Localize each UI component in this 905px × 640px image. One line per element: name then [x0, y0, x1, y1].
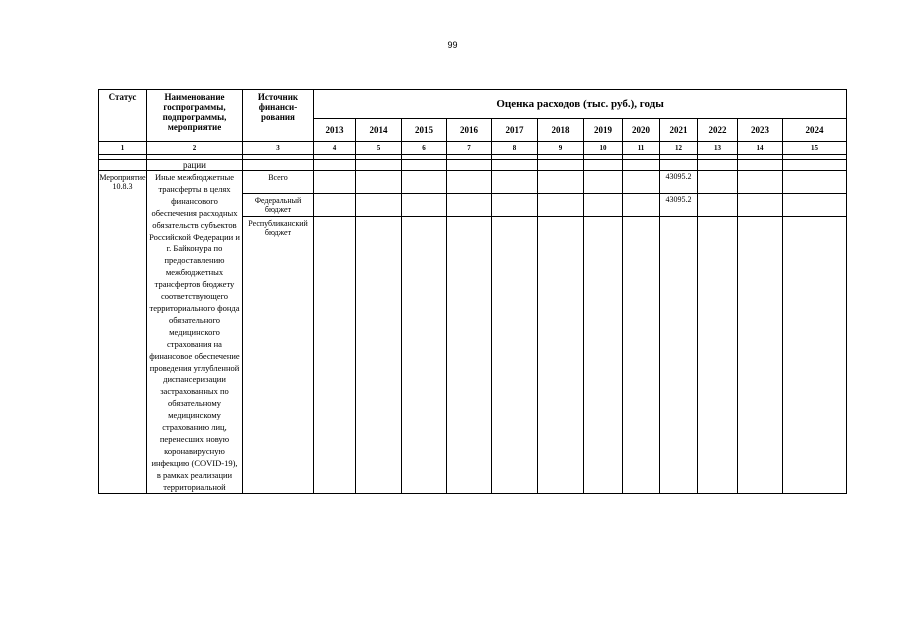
column-number: 5: [356, 142, 402, 155]
header-estimate: Оценка расходов (тыс. руб.), годы: [314, 90, 847, 119]
header-name: Наименование госпрограммы, подпрограммы, мероприятие: [147, 90, 243, 142]
column-number: 13: [698, 142, 738, 155]
year-cell: 2015: [402, 119, 447, 142]
source-total: Всего: [243, 171, 314, 194]
budget-table: [98, 89, 847, 494]
year-cell: 2018: [538, 119, 584, 142]
year-cell: 2024: [783, 119, 847, 142]
column-number: 4: [314, 142, 356, 155]
measure-status: Мероприятие 10.8.3: [99, 171, 147, 494]
value-federal-2021: 43095.2: [660, 194, 698, 217]
measure-name: Иные межбюджетные трансферты в целях финансового обеспечения расходных обязательств субъектов Российской Федерации и г. Байконура по предоставлению межбюджетных трансфертов бюджету соответствующего территориального фонда обязательного медицинского страхования на финансовое обеспечение проведения углубленной диспансеризации застрахованных по обязательному медицинскому страхованию лиц, перенесших новую коронавирусную инфекцию (COVID-19), в рамках реализации территориальной: [147, 171, 243, 494]
year-cell: 2014: [356, 119, 402, 142]
source-federal: Федеральный бюджет: [243, 194, 314, 217]
year-cell: 2023: [738, 119, 783, 142]
header-source: Источник финанси-рования: [243, 90, 314, 142]
year-cell: 2019: [584, 119, 623, 142]
column-number: 8: [492, 142, 538, 155]
page-number: 99: [447, 40, 458, 50]
column-number: 10: [584, 142, 623, 155]
year-cell: 2013: [314, 119, 356, 142]
value-total-2021: 43095.2: [660, 171, 698, 194]
column-number: 11: [623, 142, 660, 155]
header-status: Статус: [99, 90, 147, 142]
year-cell: 2017: [492, 119, 538, 142]
column-number: 15: [783, 142, 847, 155]
column-number: 3: [243, 142, 314, 155]
continued-name: рации: [147, 160, 243, 171]
year-cell: 2016: [447, 119, 492, 142]
source-republican: Республиканский бюджет: [243, 217, 314, 494]
column-number: 6: [402, 142, 447, 155]
column-number: 1: [99, 142, 147, 155]
year-cell: 2022: [698, 119, 738, 142]
year-cell: 2021: [660, 119, 698, 142]
year-cell: 2020: [623, 119, 660, 142]
column-number: 12: [660, 142, 698, 155]
column-number: 7: [447, 142, 492, 155]
column-number: 14: [738, 142, 783, 155]
column-number: 2: [147, 142, 243, 155]
column-number: 9: [538, 142, 584, 155]
